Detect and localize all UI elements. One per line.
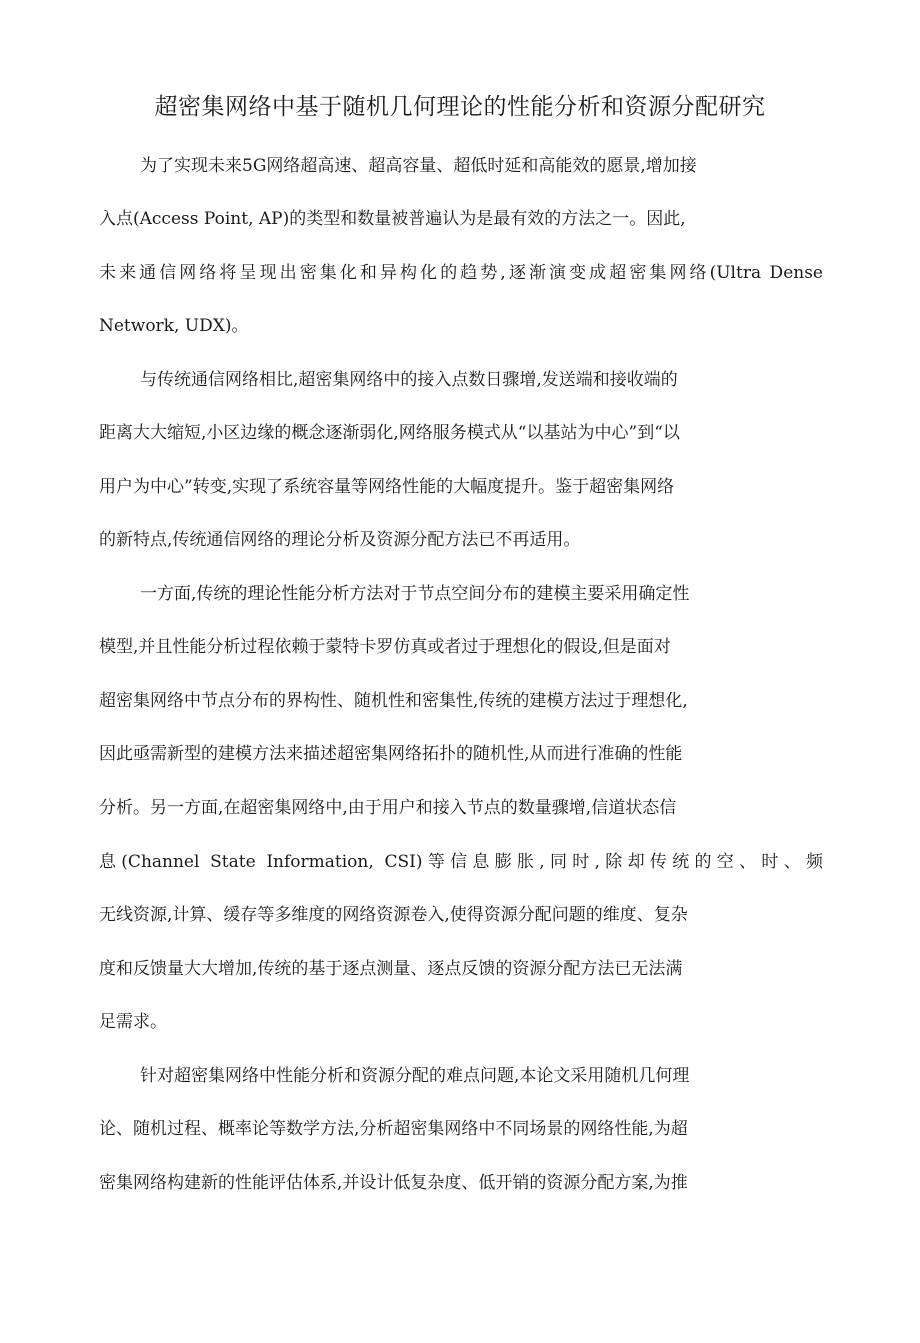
text-line: 一方面,传统的理论性能分析方法对于节点空间分布的建模主要采用确定性 bbox=[140, 584, 690, 604]
text-line: 分析。另一方面,在超密集网络中,由于用户和接入节点的数量骤增,信道状态信 bbox=[99, 798, 677, 818]
text-line: 与传统通信网络相比,超密集网络中的接入点数日骤增,发送端和接收端的 bbox=[140, 370, 678, 390]
text-line: 为了实现未来5G网络超高速、超高容量、超低时延和高能效的愿景,增加接 bbox=[140, 156, 697, 176]
text-line: 因此亟需新型的建模方法来描述超密集网络拓扑的随机性,从而进行准确的性能 bbox=[99, 744, 683, 764]
text-line: 模型,并且性能分析过程依赖于蒙特卡罗仿真或者过于理想化的假设,但是面对 bbox=[99, 637, 671, 657]
text-line: 超密集网络中节点分布的界构性、随机性和密集性,传统的建模方法过于理想化, bbox=[99, 691, 688, 711]
text-line: 足需求。 bbox=[99, 1012, 167, 1032]
document-title: 超密集网络中基于随机几何理论的性能分析和资源分配研究 bbox=[154, 94, 766, 120]
text-line: Network, UDX)。 bbox=[99, 316, 249, 336]
text-line: 距离大大缩短,小区边缘的概念逐渐弱化,网络服务模式从“以基站为中心”到“以 bbox=[99, 423, 680, 443]
text-line: 的新特点,传统通信网络的理论分析及资源分配方法已不再适用。 bbox=[99, 530, 581, 550]
text-line: 度和反馈量大大增加,传统的基于逐点测量、逐点反馈的资源分配方法已无法满 bbox=[99, 959, 683, 979]
text-line: 针对超密集网络中性能分析和资源分配的难点问题,本论文采用随机几何理 bbox=[140, 1066, 690, 1086]
text-line: 无线资源,计算、缓存等多维度的网络资源卷入,使得资源分配问题的维度、复杂 bbox=[99, 905, 688, 925]
text-line: 入点(Access Point, AP)的类型和数量被普遍认为是最有效的方法之一。因此, bbox=[99, 209, 686, 229]
text-line: 密集网络构建新的性能评估体系,并设计低复杂度、低开销的资源分配方案,为推 bbox=[99, 1173, 688, 1193]
text-line: 论、随机过程、概率论等数学方法,分析超密集网络中不同场景的网络性能,为超 bbox=[99, 1119, 688, 1139]
text-line: 未来通信网络将呈现出密集化和异构化的趋势,逐渐演变成超密集网络(Ultra Dense bbox=[99, 263, 823, 283]
text-line: 息(Channel State Information, CSI)等信息膨胀,同时,除却传统的空、时、频 bbox=[99, 852, 823, 872]
text-line: 用户为中心”转变,实现了系统容量等网络性能的大幅度提升。鉴于超密集网络 bbox=[99, 477, 675, 497]
